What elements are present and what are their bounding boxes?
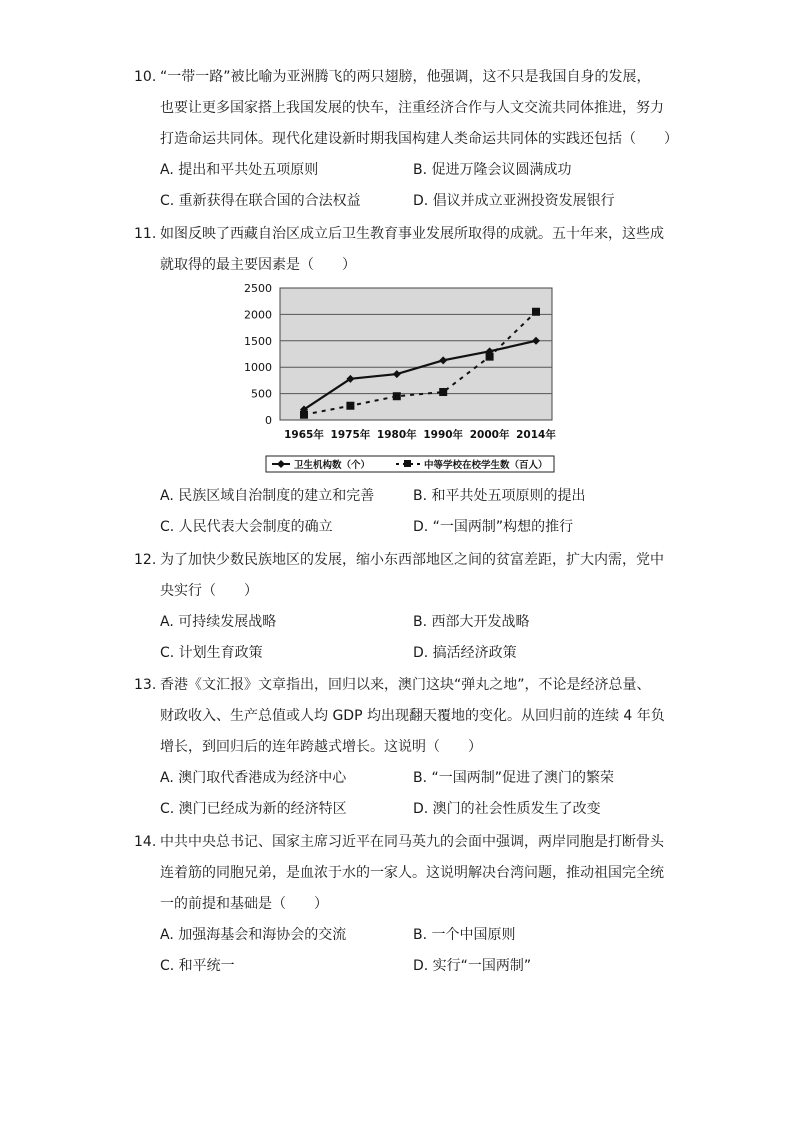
option-c[interactable]: C. 计划生育政策 [160,645,263,661]
option-d[interactable]: D. 澳门的社会性质发生了改变 [413,801,601,817]
question-text-line: 如图反映了西藏自治区成立后卫生教育事业发展所取得的成就。五十年来，这些成 [160,226,664,242]
question-text-line: 连着筋的同胞兄弟，是血浓于水的一家人。这说明解决台湾问题，推动祖国完全统 [160,865,664,881]
question-number: 12. [134,552,157,568]
data-point-square [393,392,401,400]
option-a[interactable]: A. 提出和平共处五项原则 [160,162,319,178]
question-number: 11. [134,226,157,242]
option-a[interactable]: A. 加强海基会和海协会的交流 [160,927,347,943]
question-number: 13. [134,677,157,693]
x-tick-label: 1980年 [376,429,417,441]
y-tick-label: 2500 [244,282,272,295]
data-point-square [300,411,308,419]
question-text-line: “一带一路”被比喻为亚洲腾飞的两只翅膀，他强调，这不只是我国自身的发展， [160,69,651,85]
legend-label: 中等学校在校学生数（百人） [424,460,548,471]
data-point-square [532,308,540,316]
option-d[interactable]: D. “一国两制”构想的推行 [413,519,574,535]
x-tick-label: 1975年 [330,429,371,441]
option-d[interactable]: D. 倡议并成立亚洲投资发展银行 [413,193,615,209]
data-point-square [346,402,354,410]
y-tick-label: 1000 [244,361,272,375]
option-b[interactable]: B. “一国两制”促进了澳门的繁荣 [413,770,615,786]
question-text-line: 也要让更多国家搭上我国发展的快车，注重经济合作与人文交流共同体推进，努力 [160,100,664,116]
question-text-line: 增长，到回归后的连年跨越式增长。这说明（ ） [160,739,482,755]
legend-label: 卫生机构数（个） [294,460,371,471]
x-tick-label: 1990年 [423,429,464,441]
data-point-square [439,388,447,396]
y-tick-label: 0 [265,414,272,427]
question-text-line: 打造命运共同体。现代化建设新时期我国构建人类命运共同体的实践还包括（ ） [160,131,678,147]
option-b[interactable]: B. 西部大开发战略 [413,614,530,630]
question-text-line: 香港《文汇报》文章指出，回归以来，澳门这块“弹丸之地”，不论是经济总量、 [160,677,651,693]
question-text-line: 央实行（ ） [160,583,258,599]
option-a[interactable]: A. 可持续发展战略 [160,614,277,630]
question-text-line: 为了加快少数民族地区的发展，缩小东西部地区之间的贫富差距，扩大内需，党中 [160,552,664,568]
y-tick-label: 500 [251,387,272,401]
question-text-line: 中共中央总书记、国家主席习近平在同马英九的会面中强调，两岸同胞是打断骨头 [160,834,664,850]
option-a[interactable]: A. 民族区域自治制度的建立和完善 [160,488,375,504]
x-tick-label: 2014年 [516,429,556,441]
option-b[interactable]: B. 促进万隆会议圆满成功 [413,162,572,178]
option-b[interactable]: B. 一个中国原则 [413,927,516,943]
y-tick-label: 2000 [244,308,272,322]
question-number: 10. [134,69,157,85]
question-text-line: 一的前提和基础是（ ） [160,896,328,912]
option-d[interactable]: D. 实行“一国两制” [413,958,532,974]
question-text-line: 财政收入、生产总值或人均 GDP 均出现翻天覆地的变化。从回归前的连续 4 年负 [160,708,665,724]
option-c[interactable]: C. 人民代表大会制度的确立 [160,519,333,535]
line-chart [240,280,560,476]
option-c[interactable]: C. 澳门已经成为新的经济特区 [160,801,347,817]
option-c[interactable]: C. 和平统一 [160,958,235,974]
x-tick-label: 1965年 [284,429,324,441]
option-c[interactable]: C. 重新获得在联合国的合法权益 [160,193,361,209]
question-text-line: 就取得的最主要因素是（ ） [160,257,356,273]
data-point-square [486,353,494,361]
y-tick-label: 1500 [244,334,272,348]
legend-marker-square [404,460,411,467]
x-tick-label: 2000年 [469,429,510,441]
question-number: 14. [134,834,157,850]
option-a[interactable]: A. 澳门取代香港成为经济中心 [160,770,347,786]
plot-area [280,288,552,420]
option-d[interactable]: D. 搞活经济政策 [413,645,517,661]
option-b[interactable]: B. 和平共处五项原则的提出 [413,488,586,504]
